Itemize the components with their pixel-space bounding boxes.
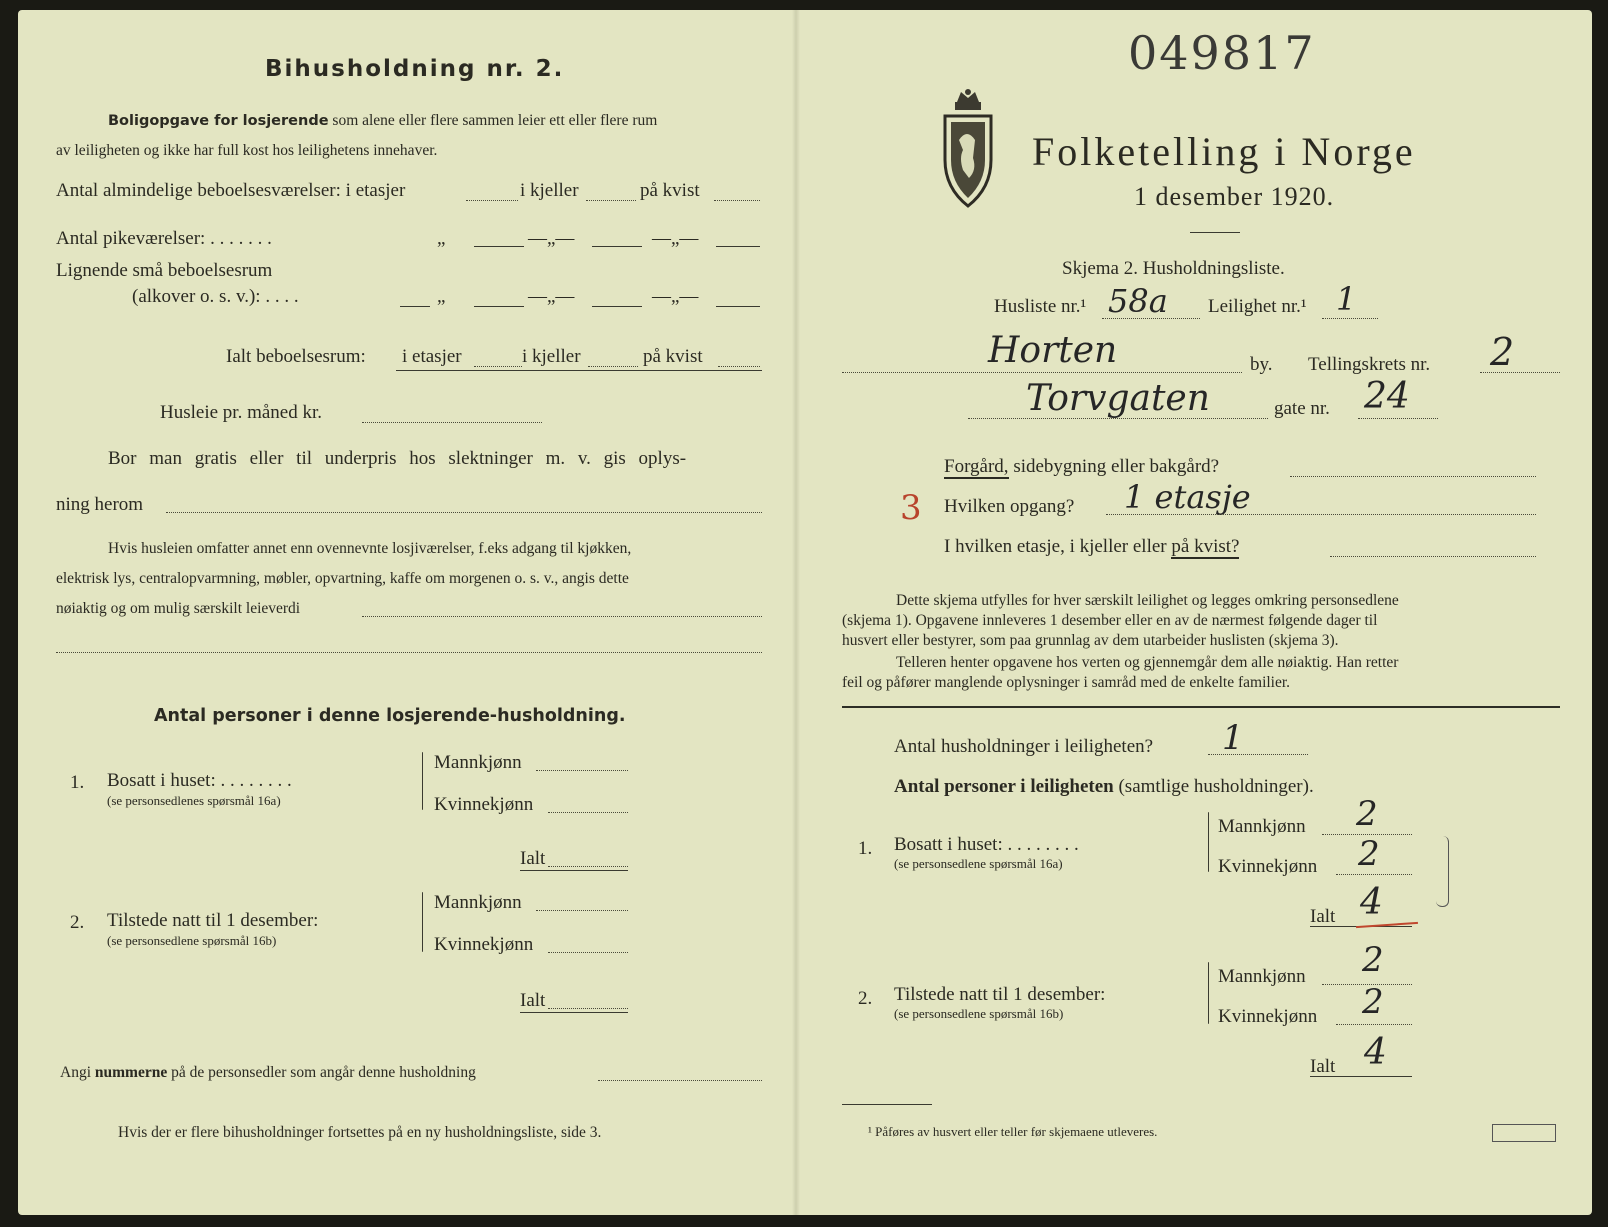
pike-ditto-3: —„— (652, 228, 699, 249)
opgang-label: Hvilken opgang? (944, 496, 1075, 517)
left-q1-kvinne-field[interactable] (548, 812, 628, 813)
angi-pre: Angi (60, 1064, 91, 1081)
gate-label: gate nr. (1274, 398, 1330, 419)
left-q2-sub: (se personsedlene spørsmål 16b) (107, 933, 277, 948)
ialt-underline (396, 370, 762, 371)
leilighet-label: Leilighet nr.¹ (1208, 296, 1307, 317)
left-q1-ialt-field[interactable] (548, 866, 628, 867)
antal-hush-value[interactable]: 1 (1222, 718, 1244, 758)
forgard-rest: sidebygning eller bakgård? (1013, 456, 1220, 477)
right-q2-label: Tilstede natt til 1 desember: (894, 984, 1106, 1005)
dette-line-3: husvert eller bestyrer, som paa grunnlag av dem utarbeider huslisten (skjema 3). (842, 632, 1339, 649)
right-q2-kvinne-value[interactable]: 2 (1362, 982, 1384, 1022)
by-label: by. (1250, 354, 1273, 375)
by-field (842, 372, 1242, 373)
etasje-field[interactable] (1330, 556, 1536, 557)
pike-etasjer-field[interactable] (474, 246, 524, 247)
forgard-line (944, 456, 1219, 478)
etasje-line (944, 536, 1239, 558)
intro-line-2: av leiligheten og ikke har full kost hos leilighetens innehaver. (56, 142, 438, 159)
angi-post: på de personsedler som angår denne husholdning (171, 1064, 476, 1081)
left-q1-num: 1. (70, 772, 85, 793)
right-q1-mann-value[interactable]: 2 (1356, 794, 1378, 834)
right-q2-mann-value[interactable]: 2 (1362, 940, 1384, 980)
pike-ditto-2: —„— (528, 228, 575, 249)
bor-field[interactable] (166, 512, 762, 513)
lignende-label-1: Lignende små beboelsesrum (56, 260, 273, 281)
leilighet-value[interactable]: 1 (1336, 280, 1357, 318)
ialt-kjeller-label: i kjeller (522, 346, 581, 367)
right-q2-brace (1208, 962, 1209, 1024)
ialt-kvist-label: på kvist (643, 346, 703, 367)
left-q2-kvinne-label: Kvinnekjønn (434, 934, 534, 955)
left-q1-mann-field[interactable] (536, 770, 628, 771)
left-q2-ialt-underline (520, 1012, 628, 1013)
right-q1-kvinne-value[interactable]: 2 (1358, 834, 1380, 874)
pike-kjeller-field[interactable] (592, 246, 642, 247)
krets-field (1480, 372, 1560, 373)
intro-line-1 (108, 112, 657, 130)
lignende-kvist-field[interactable] (716, 306, 760, 307)
angi-field[interactable] (598, 1080, 762, 1081)
right-q1-label: Bosatt i huset: . . . . . . . . (894, 834, 1079, 855)
rooms-kvist-field[interactable] (714, 200, 760, 201)
census-date: 1 desember 1920. (1134, 182, 1335, 211)
hvis-flere-line: Hvis der er flere bihusholdninger fortsettes på en ny husholdningsliste, side 3. (118, 1124, 602, 1141)
pike-ditto-1: „ (437, 228, 446, 249)
leilighet-field (1322, 318, 1378, 319)
gate-nr-value[interactable]: 24 (1364, 376, 1410, 417)
krets-value[interactable]: 2 (1490, 330, 1515, 374)
lignende-ditto-1: „ (437, 286, 446, 307)
forgard-underlined: Forgård, (944, 456, 1009, 477)
dette-line-1: Dette skjema utfylles for hver særskilt leilighet og legges omkring personsedlene (896, 592, 1399, 609)
right-q1-ialt-label: Ialt (1310, 906, 1336, 927)
left-q1-mann-label: Mannkjønn (434, 752, 522, 773)
right-q2-mann-label: Mannkjønn (1218, 966, 1306, 987)
left-q2-ialt-field[interactable] (548, 1008, 628, 1009)
husliste-field (1102, 318, 1200, 319)
right-q2-kvinne-label: Kvinnekjønn (1218, 1006, 1318, 1027)
by-value[interactable]: Horten (988, 330, 1118, 371)
teller-line-2: feil og påfører manglende oplysninger i samråd med de enkelte familier. (842, 674, 1291, 691)
right-q2-ialt-value[interactable]: 4 (1364, 1032, 1387, 1073)
left-q1-sub: (se personsedlenes spørsmål 16a) (107, 793, 281, 808)
left-q2-ialt-label: Ialt (520, 990, 546, 1011)
right-q1-brace (1208, 812, 1209, 872)
intro-rest: som alene eller flere sammen leier ett eller flere rum (332, 112, 658, 129)
forgard-field[interactable] (1290, 476, 1536, 477)
page-fold (792, 10, 800, 1215)
hvis-line-1: Hvis husleien omfatter annet enn ovennevnte losjiværelser, f.eks adgang til kjøkken, (108, 540, 632, 557)
right-persons-title (894, 776, 1314, 798)
right-persons-rest: (samtlige husholdninger). (1118, 776, 1314, 797)
left-q2-kvinne-field[interactable] (548, 952, 628, 953)
right-q1-mann-label: Mannkjønn (1218, 816, 1306, 837)
footnote: ¹ Påføres av husvert eller teller før skjemaene utleveres. (868, 1124, 1158, 1139)
left-title: Bihusholdning nr. 2. (265, 56, 565, 82)
etasje-text: I hvilken etasje, i kjeller eller (944, 536, 1167, 557)
right-q2-kvinne-field (1336, 1024, 1412, 1025)
lignende-ditto-3: —„— (652, 286, 699, 307)
lignende-label-2: (alkover o. s. v.): . . . . (132, 286, 299, 307)
opgang-value[interactable]: 1 etasje (1124, 478, 1251, 516)
left-q2-brace (422, 892, 423, 952)
hvis-line-3: nøiaktig og om mulig særskilt leieverdi (56, 600, 301, 617)
right-q2-ialt-underline (1310, 1076, 1412, 1077)
right-q1-kvinne-label: Kvinnekjønn (1218, 856, 1318, 877)
hvis-field[interactable] (362, 616, 762, 617)
left-q1-ialt-label: Ialt (520, 848, 546, 869)
opgang-red-mark: 3 (900, 488, 922, 528)
pike-label: Antal pikeværelser: . . . . . . . (56, 228, 272, 249)
rooms-kjeller-label: i kjeller (520, 180, 579, 201)
husliste-label: Husliste nr.¹ (994, 296, 1087, 317)
right-q2-sub: (se personsedlene spørsmål 16b) (894, 1006, 1064, 1021)
krets-label: Tellingskrets nr. (1308, 354, 1431, 375)
right-title: Folketelling i Norge (1032, 129, 1416, 174)
left-persons-title: Antal personer i denne losjerende-husholdning. (154, 706, 626, 726)
husleie-label: Husleie pr. måned kr. (160, 402, 322, 423)
husleie-field[interactable] (362, 422, 542, 423)
right-q1-kvinne-field (1336, 874, 1412, 875)
section-rule (842, 706, 1560, 708)
ialt-kvist-field[interactable] (718, 366, 760, 367)
left-q1-kvinne-label: Kvinnekjønn (434, 794, 534, 815)
lignende-ditto-2: —„— (528, 286, 575, 307)
footnote-rule (842, 1104, 932, 1105)
right-q1-ialt-value[interactable]: 4 (1360, 882, 1383, 923)
angi-line (60, 1064, 476, 1082)
printer-stamp (1492, 1124, 1556, 1142)
angi-bold: nummerne (94, 1064, 168, 1081)
left-q2-num: 2. (70, 912, 85, 933)
right-q1-sub: (se personsedlene spørsmål 16a) (894, 856, 1063, 871)
archive-number: 049817 (1128, 26, 1316, 80)
antal-hush-label: Antal husholdninger i leiligheten? (894, 736, 1154, 757)
pike-kvist-field[interactable] (716, 246, 760, 247)
gate-value[interactable]: Torvgaten (1026, 378, 1210, 419)
teller-line-1: Telleren henter opgavene hos verten og gjennemgår dem alle nøiaktig. Han retter (896, 654, 1399, 671)
left-q2-mann-field[interactable] (536, 910, 628, 911)
lignende-lead-line (400, 306, 430, 307)
dette-line-2: (skjema 1). Opgavene innleveres 1 desember eller en av de nærmest følgende dager til (842, 612, 1378, 629)
left-q2-label: Tilstede natt til 1 desember: (107, 910, 319, 931)
gate-nr-field (1358, 418, 1438, 419)
pencil-mark (1436, 836, 1449, 907)
right-q1-num: 1. (858, 838, 873, 859)
husliste-value[interactable]: 58a (1108, 282, 1168, 320)
rooms-label: Antal almindelige beboelsesværelser: i etasjer (56, 180, 406, 201)
left-q1-ialt-underline (520, 870, 628, 871)
antal-hush-field (1208, 754, 1308, 755)
etasje-kvist-underlined: på kvist? (1171, 536, 1240, 557)
right-q2-ialt-label: Ialt (1310, 1056, 1336, 1077)
rooms-kjeller-field[interactable] (586, 200, 636, 201)
bor-line-2: ning herom (56, 494, 144, 515)
norway-coat-of-arms-icon (937, 88, 999, 210)
right-persons-bold: Antal personer i leiligheten (894, 776, 1114, 797)
right-q2-num: 2. (858, 988, 873, 1009)
hvis-field-2[interactable] (56, 652, 762, 653)
ialt-kjeller-field[interactable] (588, 366, 638, 367)
ialt-rooms-label: Ialt beboelsesrum: (226, 346, 366, 367)
left-q1-brace (422, 752, 423, 810)
left-q2-mann-label: Mannkjønn (434, 892, 522, 913)
rooms-kvist-label: på kvist (640, 180, 700, 201)
ialt-etasjer-field[interactable] (474, 366, 522, 367)
left-q1-label: Bosatt i huset: . . . . . . . . (107, 770, 292, 791)
bor-line-1: Bor man gratis eller til underpris hos slektninger m. v. gis oplys- (108, 448, 687, 469)
lignende-kjeller-field[interactable] (592, 306, 642, 307)
skjema-label: Skjema 2. Husholdningsliste. (1062, 258, 1285, 279)
hvis-line-2: elektrisk lys, centralopvarmning, møbler, opvartning, kaffe om morgenen o. s. v., angis dette (56, 570, 629, 587)
gate-field (968, 418, 1268, 419)
rooms-etasjer-field[interactable] (466, 200, 518, 201)
opgang-field (1106, 514, 1536, 515)
lignende-etasjer-field[interactable] (474, 306, 524, 307)
intro-bold: Boligopgave for losjerende (108, 113, 329, 129)
date-rule (1190, 232, 1240, 233)
ialt-etasjer-label: i etasjer (402, 346, 462, 367)
